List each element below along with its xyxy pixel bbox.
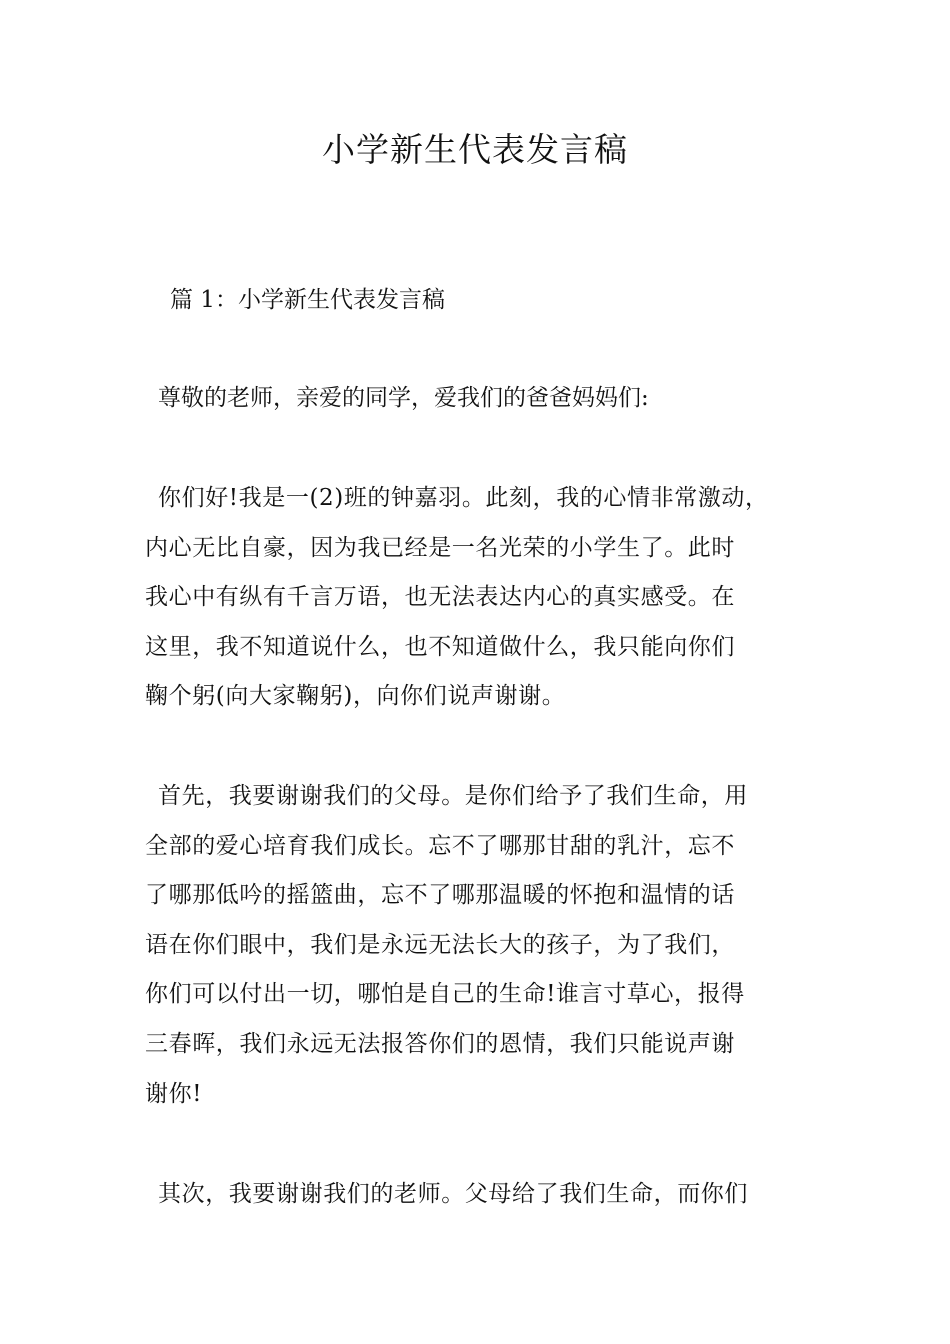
paragraph-line: 三春晖，我们永远无法报答你们的恩情，我们只能说声谢 — [145, 1030, 735, 1057]
paragraph-line: 谢你! — [145, 1080, 203, 1107]
paragraph-line: 语在你们眼中，我们是永远无法长大的孩子，为了我们， — [145, 931, 735, 958]
section-heading: 篇 1：小学新生代表发言稿 — [170, 287, 445, 313]
paragraph-line: 鞠个躬(向大家鞠躬)，向你们说声谢谢。 — [145, 683, 566, 710]
paragraph-line: 你们可以付出一切，哪怕是自己的生命!谁言寸草心，报得 — [145, 981, 745, 1008]
paragraph-2 — [145, 778, 835, 1125]
paragraph-line: 我心中有纵有千言万语，也无法表达内心的真实感受。在 — [145, 584, 735, 611]
paragraph-line: 其次，我要谢谢我们的老师。父母给了我们生命，而你们 — [158, 1181, 748, 1207]
paragraph-line: 全部的爱心培育我们成长。忘不了哪那甘甜的乳汁，忘不 — [145, 832, 735, 859]
paragraph-3 — [145, 1176, 835, 1226]
paragraph-line: 了哪那低吟的摇篮曲，忘不了哪那温暖的怀抱和温情的话 — [145, 882, 735, 909]
paragraph-line: 你们好!我是一(2)班的钟嘉羽。此刻，我的心情非常激动， — [158, 485, 769, 511]
paragraph-line: 这里，我不知道说什么，也不知道做什么，我只能向你们 — [145, 633, 735, 660]
paragraph-line: 内心无比自豪，因为我已经是一名光荣的小学生了。此时 — [145, 534, 735, 561]
paragraph-line: 首先，我要谢谢我们的父母。是你们给予了我们生命，用 — [158, 783, 748, 809]
document-title: 小学新生代表发言稿 — [322, 130, 628, 169]
paragraph-1 — [145, 480, 835, 728]
salutation: 尊敬的老师，亲爱的同学，爱我们的爸爸妈妈们: — [158, 385, 649, 411]
